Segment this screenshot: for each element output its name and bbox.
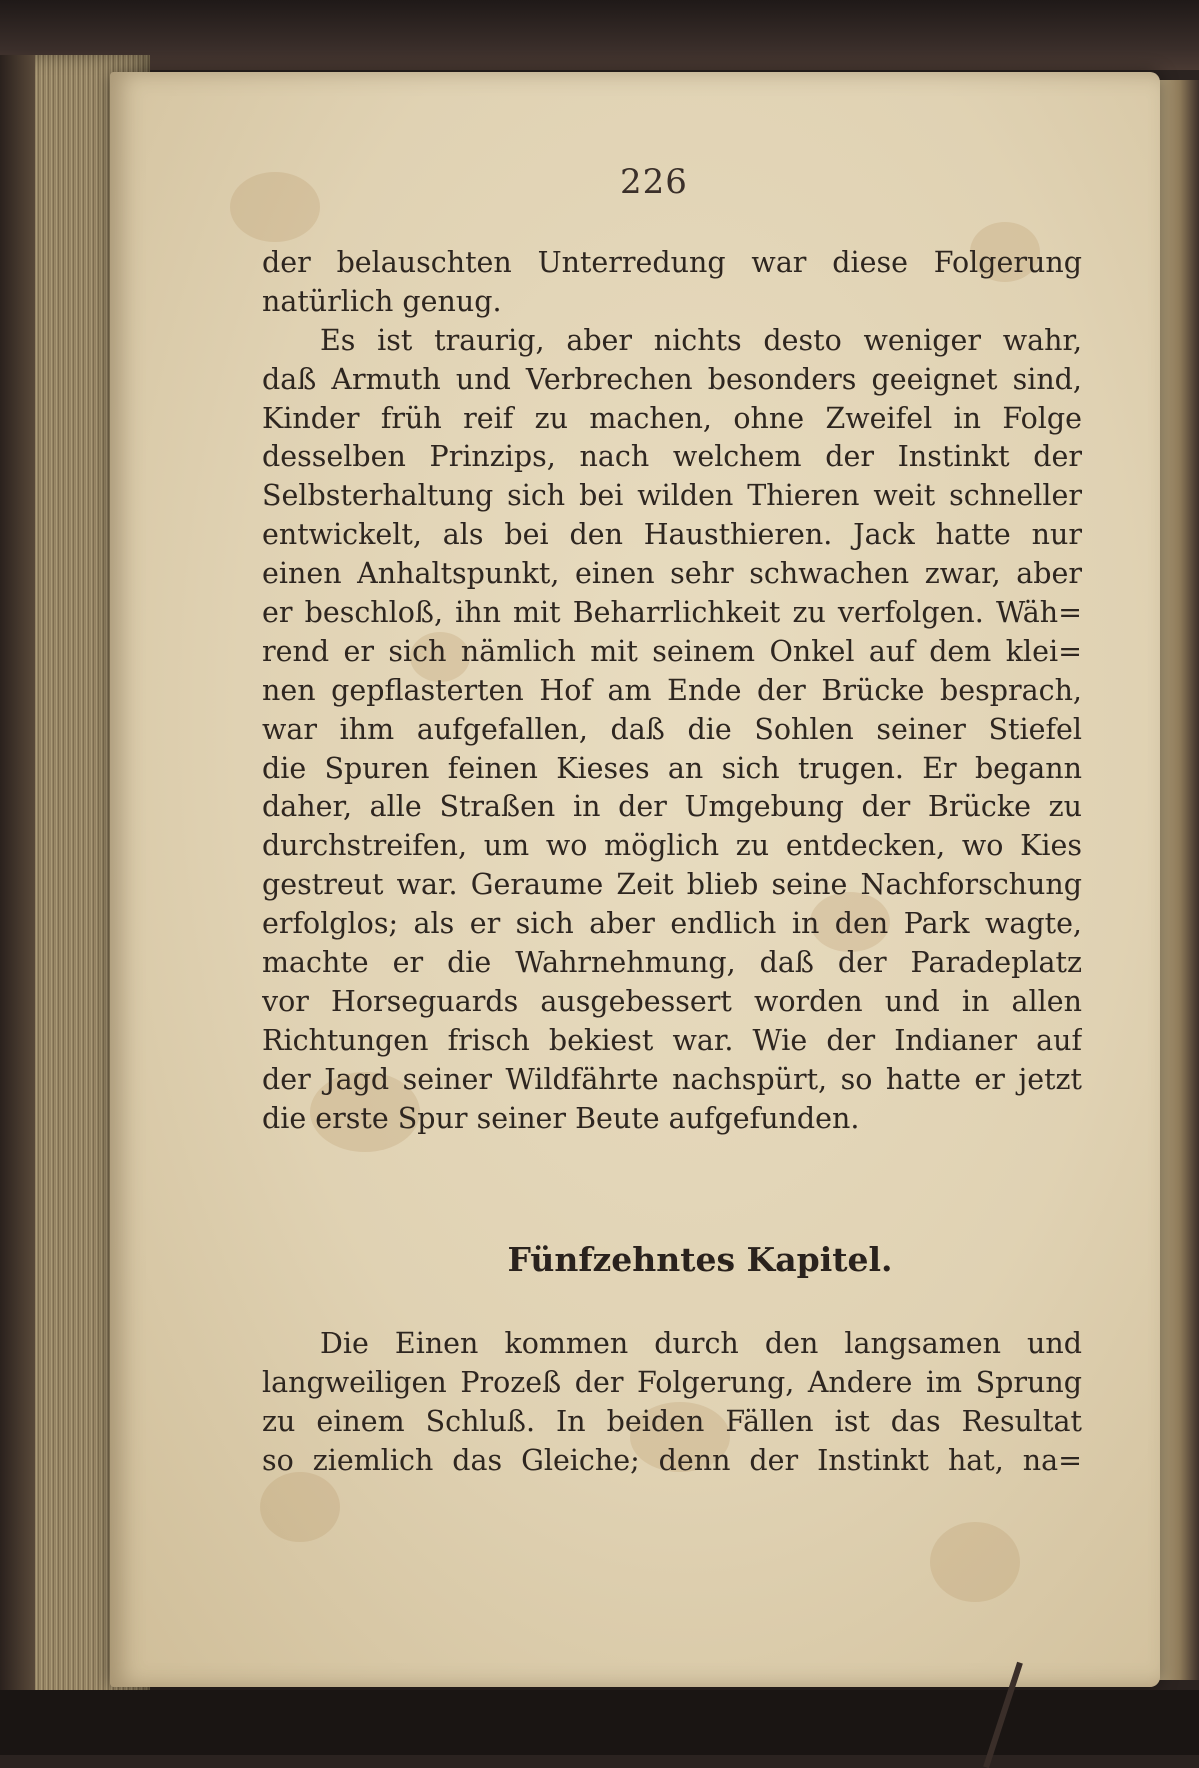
text-line: er beschloß, ihn mit Beharrlichkeit zu verfolgen. Wäh= [262,596,1082,630]
text-line: einen Anhaltspunkt, einen sehr schwachen zwar, aber [262,557,1082,591]
text-line: zu einem Schluß. In beiden Fällen ist das Resultat [262,1404,1082,1438]
text-line: entwickelt, als bei den Hausthieren. Jack hatte nur [262,518,1082,552]
book-cover-bottom [0,1690,1199,1755]
text-line: daher, alle Straßen in der Umgebung der Brücke zu [262,790,1082,824]
text-line: die erste Spur seiner Beute aufgefunden. [262,1101,860,1135]
text-line: daß Armuth und Verbrechen besonders geeignet sind, [262,362,1082,396]
text-line: so ziemlich das Gleiche; denn der Instinkt hat, na= [262,1443,1082,1477]
book-cover-top [0,0,1199,70]
book-spine-left [0,55,35,1755]
text-line: Richtungen frisch bekiest war. Wie der Indianer auf [262,1023,1082,1057]
text-line: nen gepflasterten Hof am Ende der Brücke besprach, [262,673,1082,707]
text-line: desselben Prinzips, nach welchem der Instinkt der [262,440,1082,474]
body-text-top [262,244,1082,1138]
text-line: Es ist traurig, aber nichts desto weniger wahr, [320,323,1082,357]
foxing-spot [230,172,320,242]
foxing-spot [260,1472,340,1542]
text-line: machte er die Wahrnehmung, daß der Paradeplatz [262,946,1082,980]
text-line: Die Einen kommen durch den langsamen und [320,1327,1082,1360]
text-line: durchstreifen, um wo möglich zu entdecken, wo Kies [262,829,1082,863]
text-line: langweiligen Prozeß der Folgerung, Andere im Sprung [262,1365,1082,1399]
text-line: war ihm aufgefallen, daß die Sohlen seiner Stiefel [262,712,1082,746]
text-line: natürlich genug. [262,284,502,318]
text-line: die Spuren feinen Kieses an sich trugen. Er begann [262,751,1082,785]
text-line: Kinder früh reif zu machen, ohne Zweifel in Folge [262,401,1082,435]
body-text-bottom [262,1325,1082,1481]
text-line: Selbsterhaltung sich bei wilden Thieren weit schneller [262,479,1082,513]
text-line: der belauschten Unterredung war diese Folgerung [262,246,1082,279]
text-line: rend er sich nämlich mit seinem Onkel auf dem klei= [262,634,1082,668]
foxing-spot [930,1522,1020,1602]
text-line: erfolglos; als er sich aber endlich in den Park wagte, [262,907,1082,941]
text-line: der Jagd seiner Wildfährte nachspürt, so hatte er jetzt [262,1062,1082,1096]
chapter-title: Fünfzehntes Kapitel. [507,1240,893,1279]
text-line: vor Horseguards ausgebessert worden und in allen [262,984,1082,1018]
page-number: 226 [620,162,688,202]
text-line: gestreut war. Geraume Zeit blieb seine Nachforschung [262,868,1082,902]
